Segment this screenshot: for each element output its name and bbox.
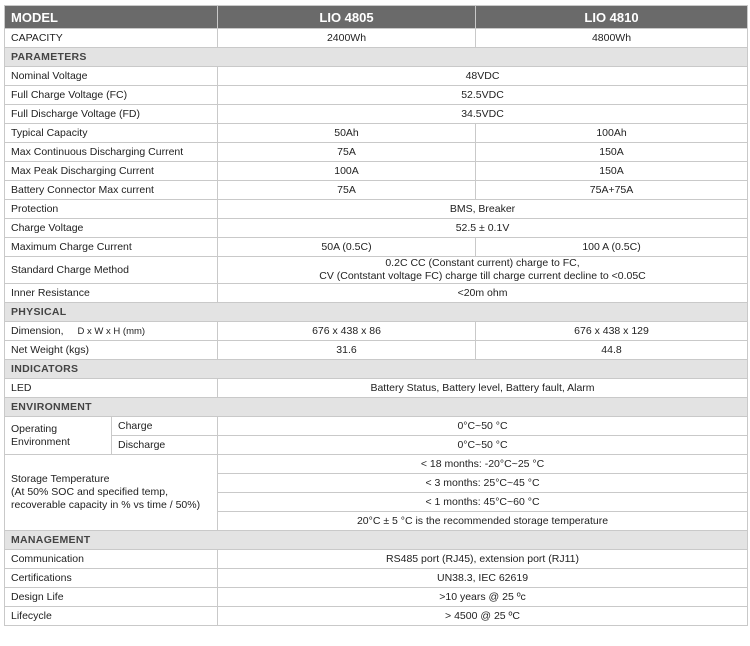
section-environment xyxy=(5,398,748,417)
label-certifications: Certifications xyxy=(5,569,218,588)
label-battery-connector: Battery Connector Max current xyxy=(5,181,218,200)
label-communication: Communication xyxy=(5,550,218,569)
value-max-peak-1: 100A xyxy=(218,162,476,181)
row-dimension xyxy=(5,322,748,341)
dimension-unit-text: D x W x H (mm) xyxy=(77,325,146,337)
row-net-weight xyxy=(5,341,748,360)
value-max-continuous-1: 75A xyxy=(218,143,476,162)
row-protection xyxy=(5,200,748,219)
value-operating-discharge: 0°C~50 °C xyxy=(218,436,748,455)
section-management xyxy=(5,531,748,550)
label-net-weight: Net Weight (kgs) xyxy=(5,341,218,360)
section-environment-title: ENVIRONMENT xyxy=(5,398,748,417)
value-storage-2: < 3 months: 25°C~45 °C xyxy=(218,474,748,493)
row-operating-discharge xyxy=(5,436,748,455)
row-max-charge-current xyxy=(5,238,748,257)
value-max-peak-2: 150A xyxy=(476,162,748,181)
label-led: LED xyxy=(5,379,218,398)
section-indicators xyxy=(5,360,748,379)
value-led: Battery Status, Battery level, Battery fault, Alarm xyxy=(218,379,748,398)
operating-label-line-2: Environment xyxy=(11,435,70,448)
row-standard-charge xyxy=(5,257,748,284)
label-operating-discharge: Discharge xyxy=(112,436,218,455)
value-full-charge: 52.5VDC xyxy=(218,86,748,105)
label-inner-resistance: Inner Resistance xyxy=(5,284,218,303)
row-typical-capacity xyxy=(5,124,748,143)
row-lifecycle xyxy=(5,607,748,626)
row-max-continuous xyxy=(5,143,748,162)
value-capacity-1: 2400Wh xyxy=(218,29,476,48)
value-lifecycle: > 4500 @ 25 ºC xyxy=(218,607,748,626)
label-dimension xyxy=(5,322,218,341)
section-parameters-title: PARAMETERS xyxy=(5,48,748,67)
row-nominal-voltage xyxy=(5,67,748,86)
label-max-peak: Max Peak Discharging Current xyxy=(5,162,218,181)
row-operating-charge xyxy=(5,417,748,436)
row-full-discharge xyxy=(5,105,748,124)
value-operating-charge: 0°C~50 °C xyxy=(218,417,748,436)
value-dimension-2: 676 x 438 x 129 xyxy=(476,322,748,341)
value-net-weight-2: 44.8 xyxy=(476,341,748,360)
label-protection: Protection xyxy=(5,200,218,219)
section-indicators-title: INDICATORS xyxy=(5,360,748,379)
value-max-charge-current-1: 50A (0.5C) xyxy=(218,238,476,257)
row-led xyxy=(5,379,748,398)
value-inner-resistance: <20m ohm xyxy=(218,284,748,303)
storage-label-line-3: recoverable capacity in % vs time / 50%) xyxy=(11,499,201,511)
row-storage-1 xyxy=(5,455,748,474)
label-charge-voltage: Charge Voltage xyxy=(5,219,218,238)
section-management-title: MANAGEMENT xyxy=(5,531,748,550)
section-parameters xyxy=(5,48,748,67)
label-capacity: CAPACITY xyxy=(5,29,218,48)
row-certifications xyxy=(5,569,748,588)
value-standard-charge xyxy=(218,257,748,284)
value-dimension-1: 676 x 438 x 86 xyxy=(218,322,476,341)
value-storage-4: 20°C ± 5 °C is the recommended storage temperature xyxy=(218,512,748,531)
value-typical-capacity-2: 100Ah xyxy=(476,124,748,143)
value-storage-1: < 18 months: -20°C~25 °C xyxy=(218,455,748,474)
header-model-1: LIO 4805 xyxy=(218,6,476,29)
value-max-continuous-2: 150A xyxy=(476,143,748,162)
value-typical-capacity-1: 50Ah xyxy=(218,124,476,143)
row-battery-connector xyxy=(5,181,748,200)
label-standard-charge: Standard Charge Method xyxy=(5,257,218,284)
row-max-peak xyxy=(5,162,748,181)
label-operating-environment xyxy=(5,417,112,455)
section-physical-title: PHYSICAL xyxy=(5,303,748,322)
value-nominal-voltage: 48VDC xyxy=(218,67,748,86)
storage-label-line-1: Storage Temperature xyxy=(11,473,110,485)
header-model: MODEL xyxy=(5,6,218,29)
label-lifecycle: Lifecycle xyxy=(5,607,218,626)
label-operating-charge: Charge xyxy=(112,417,218,436)
storage-label-line-2: (At 50% SOC and specified temp, xyxy=(11,486,168,498)
label-full-charge: Full Charge Voltage (FC) xyxy=(5,86,218,105)
row-inner-resistance xyxy=(5,284,748,303)
label-typical-capacity: Typical Capacity xyxy=(5,124,218,143)
label-design-life: Design Life xyxy=(5,588,218,607)
row-capacity xyxy=(5,29,748,48)
row-charge-voltage xyxy=(5,219,748,238)
value-capacity-2: 4800Wh xyxy=(476,29,748,48)
label-full-discharge: Full Discharge Voltage (FD) xyxy=(5,105,218,124)
header-model-2: LIO 4810 xyxy=(476,6,748,29)
value-certifications: UN38.3, IEC 62619 xyxy=(218,569,748,588)
section-physical xyxy=(5,303,748,322)
row-design-life xyxy=(5,588,748,607)
label-storage-temperature xyxy=(5,455,218,531)
value-charge-voltage: 52.5 ± 0.1V xyxy=(218,219,748,238)
standard-charge-line-2: CV (Contstant voltage FC) charge till charge current decline to <0.05C xyxy=(319,270,646,282)
operating-label-line-1: Operating xyxy=(11,422,58,435)
value-full-discharge: 34.5VDC xyxy=(218,105,748,124)
value-protection: BMS, Breaker xyxy=(218,200,748,219)
label-nominal-voltage: Nominal Voltage xyxy=(5,67,218,86)
standard-charge-line-1: 0.2C CC (Constant current) charge to FC, xyxy=(385,257,580,269)
value-battery-connector-2: 75A+75A xyxy=(476,181,748,200)
row-full-charge xyxy=(5,86,748,105)
value-storage-3: < 1 months: 45°C~60 °C xyxy=(218,493,748,512)
value-battery-connector-1: 75A xyxy=(218,181,476,200)
value-net-weight-1: 31.6 xyxy=(218,341,476,360)
label-max-charge-current: Maximum Charge Current xyxy=(5,238,218,257)
dimension-label-text: Dimension, xyxy=(11,324,64,337)
header-row xyxy=(5,6,748,29)
value-max-charge-current-2: 100 A (0.5C) xyxy=(476,238,748,257)
spec-table xyxy=(4,5,748,626)
value-design-life: >10 years @ 25 ºc xyxy=(218,588,748,607)
label-max-continuous: Max Continuous Discharging Current xyxy=(5,143,218,162)
value-communication: RS485 port (RJ45), extension port (RJ11) xyxy=(218,550,748,569)
row-communication xyxy=(5,550,748,569)
